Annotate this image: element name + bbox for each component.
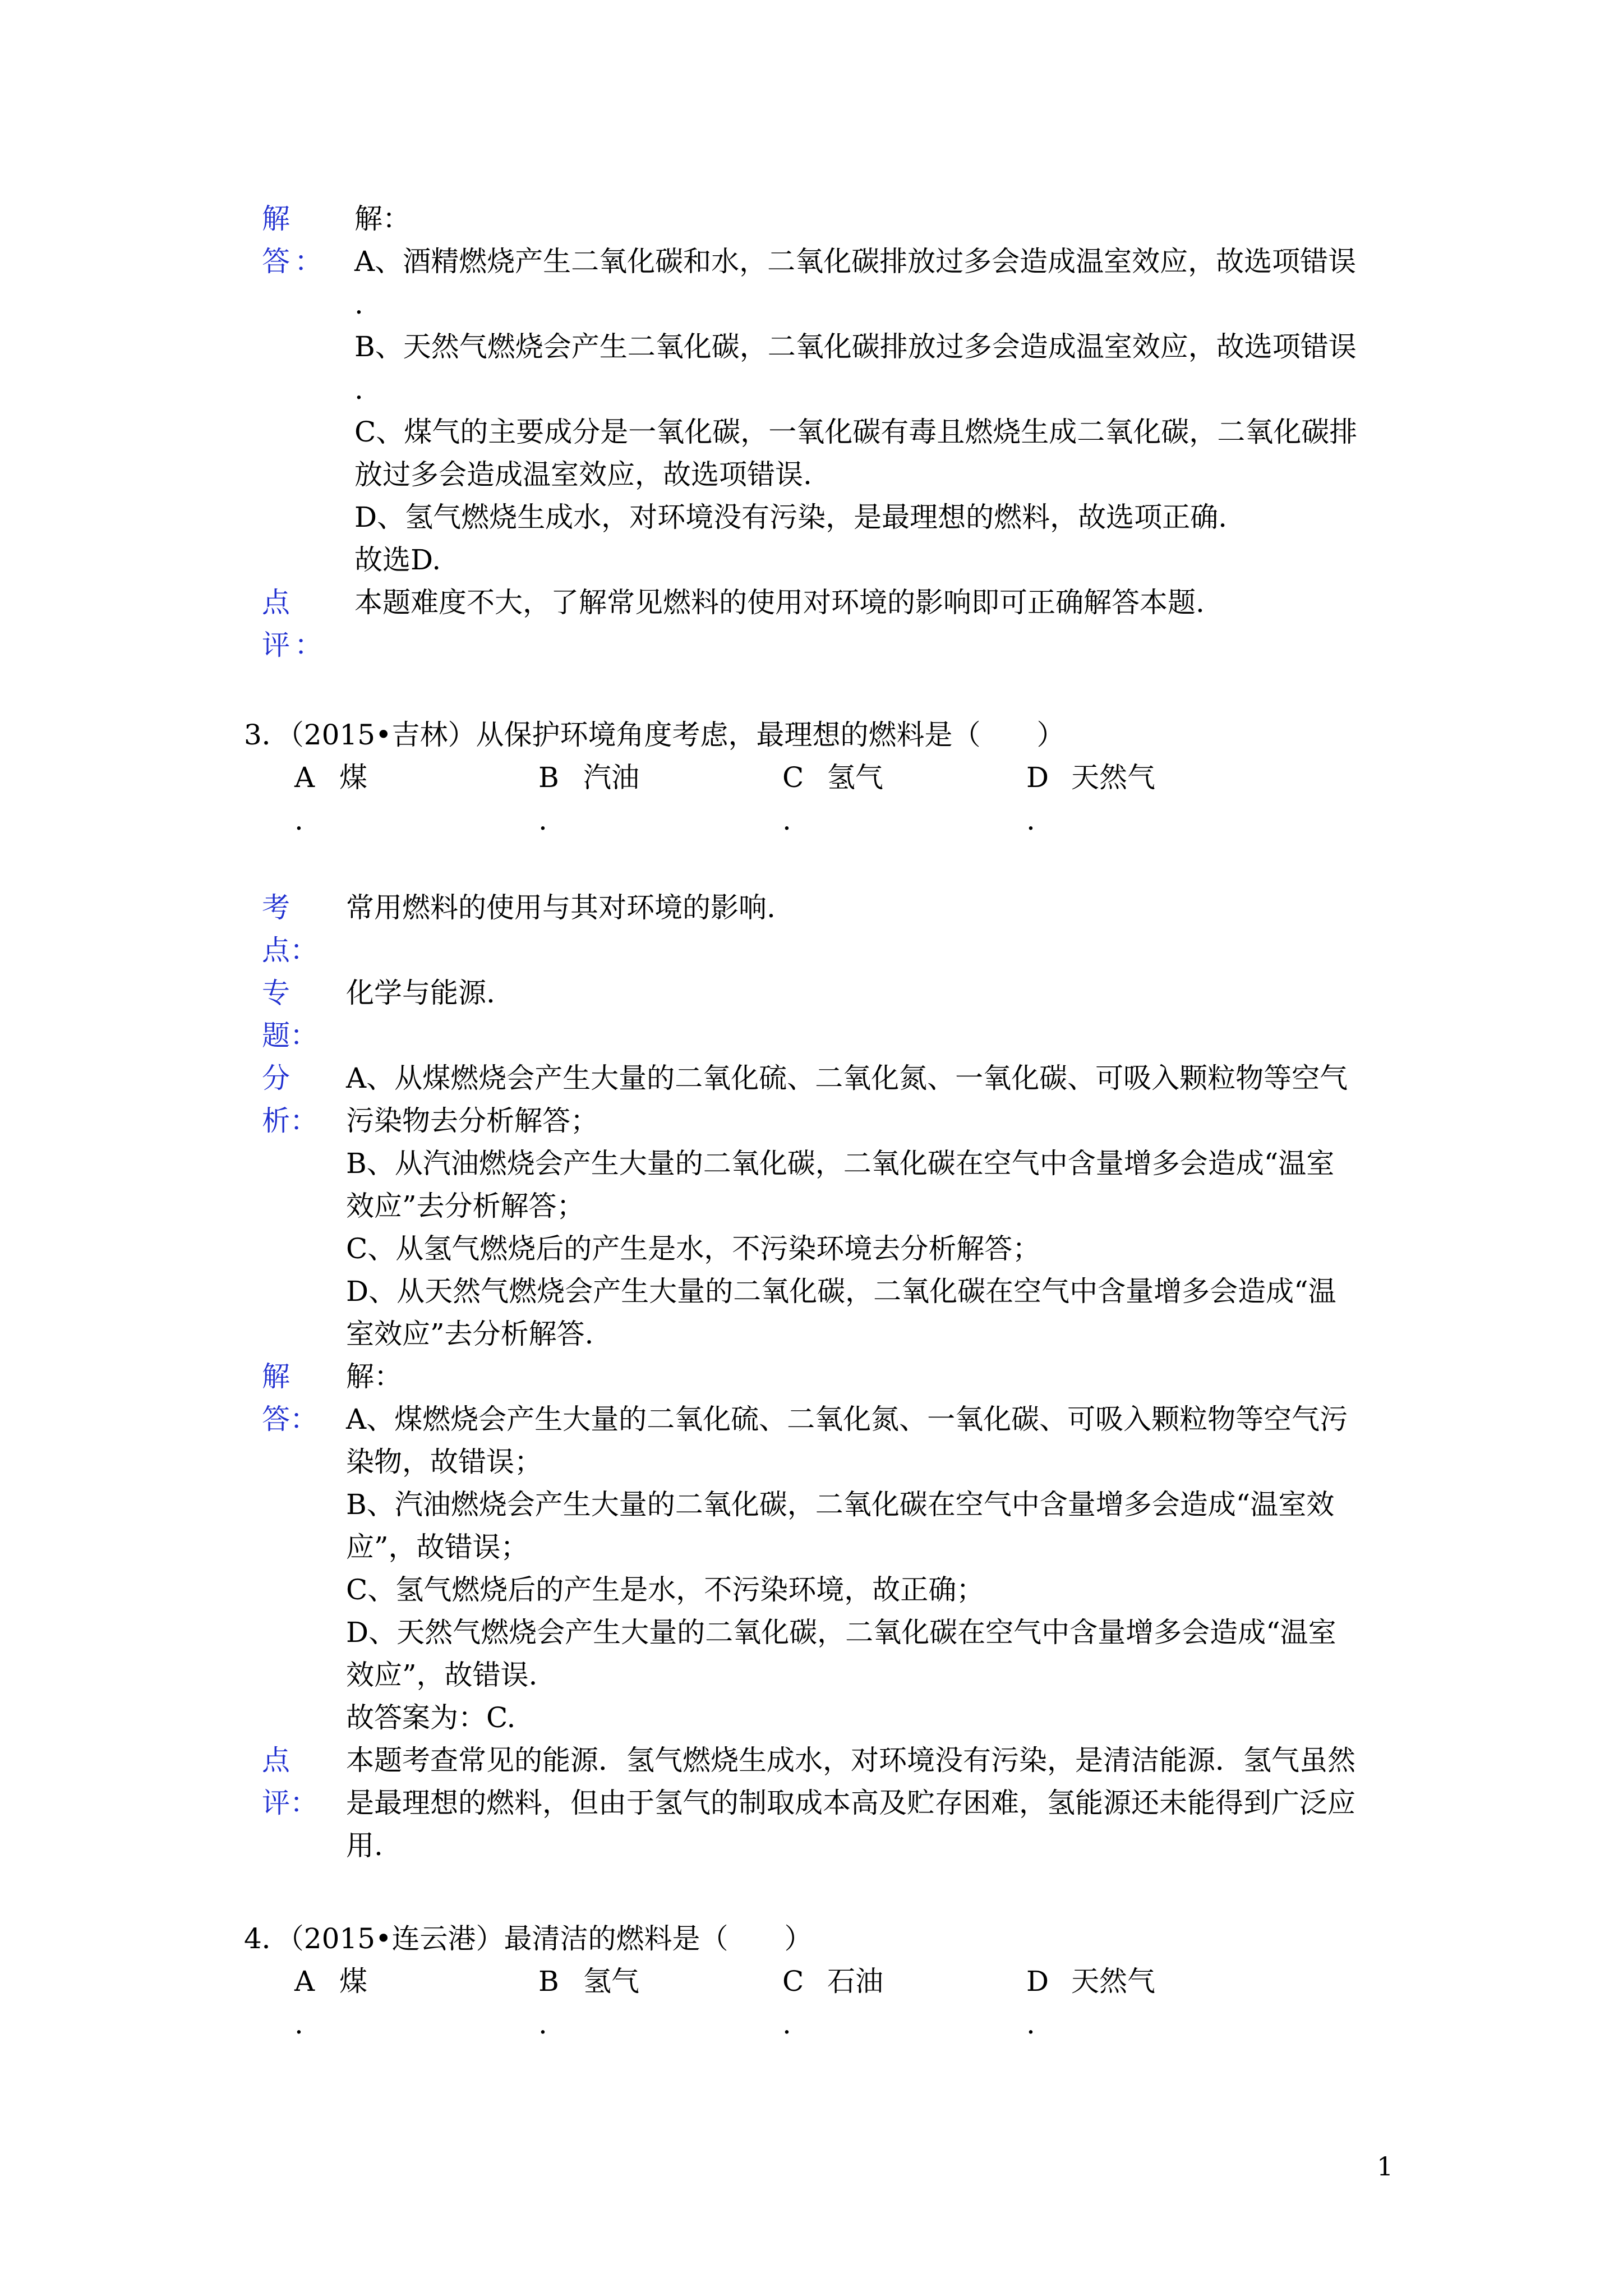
jieda-line: 解： <box>346 1360 402 1393</box>
fenxi-line: 效应”去分析解答； <box>346 1190 585 1222</box>
option-letter: B <box>538 1965 559 1998</box>
kaodian-content <box>346 886 1367 972</box>
answer-line: B、天然气燃烧会产生二氧化碳，二氧化碳排放过多会造成温室效应，故选项错误 <box>354 330 1357 363</box>
option-dot: . <box>294 2008 303 2040</box>
jieda-line: 染物，故错误； <box>346 1446 542 1478</box>
option-b <box>488 756 723 836</box>
option-c <box>732 756 967 836</box>
option-text: 石油 <box>827 1965 883 1998</box>
jieda-line: C、氢气燃烧后的产生是水，不污染环境，故正确； <box>346 1573 985 1606</box>
question-3 <box>244 714 1394 846</box>
jieda-line: 效应”，故错误. <box>346 1659 538 1691</box>
answer-line: 放过多会造成温室效应，故选项错误. <box>354 458 812 491</box>
q3-kaodian-section <box>262 886 1384 972</box>
q2-comment-section <box>262 581 1384 666</box>
comment-label: 点评： <box>262 586 327 661</box>
answer-label: 解答： <box>262 203 327 278</box>
option-a <box>244 1960 479 2040</box>
option-d <box>976 1960 1211 2040</box>
option-letter: B <box>538 761 559 794</box>
option-letter: D <box>1026 761 1049 794</box>
answer-line: . <box>354 288 363 320</box>
fenxi-line: 室效应”去分析解答. <box>346 1318 594 1350</box>
zhuanti-content <box>346 972 1367 1057</box>
q2-solution-block <box>262 197 1384 666</box>
jieda-line: 故答案为：C. <box>346 1701 516 1734</box>
answer-line: . <box>354 373 363 406</box>
option-dot: . <box>538 804 547 836</box>
dianping-content <box>346 1739 1367 1867</box>
option-dot: . <box>538 2008 547 2040</box>
zhuanti-line: 化学与能源. <box>346 977 495 1009</box>
option-dot: . <box>1026 804 1035 836</box>
comment-line: 本题难度不大，了解常见燃料的使用对环境的影响即可正确解答本题. <box>354 586 1205 619</box>
jieda-line: A、煤燃烧会产生大量的二氧化硫、二氧化氮、一氧化碳、可吸入颗粒物等空气污 <box>346 1403 1348 1435</box>
zhuanti-label: 专题： <box>262 977 318 1052</box>
q3-fenxi-section <box>262 1057 1384 1355</box>
option-letter: C <box>782 761 804 794</box>
fenxi-label: 分析： <box>262 1062 318 1137</box>
options-row <box>244 756 1394 846</box>
option-letter: D <box>1026 1965 1049 1998</box>
q3-solution-block <box>262 886 1384 1867</box>
option-c <box>732 1960 967 2040</box>
option-dot: . <box>782 804 791 836</box>
option-text: 氢气 <box>583 1965 639 1998</box>
option-text: 煤 <box>339 761 367 794</box>
kaodian-line: 常用燃料的使用与其对环境的影响. <box>346 891 776 924</box>
jieda-line: B、汽油燃烧会产生大量的二氧化碳，二氧化碳在空气中含量增多会造成“温室效 <box>346 1488 1335 1521</box>
q3-jieda-section <box>262 1355 1384 1739</box>
option-text: 煤 <box>339 1965 367 1998</box>
q2-answer-section <box>262 197 1384 581</box>
page-number: 1 <box>1377 2151 1394 2182</box>
answer-line: 解： <box>354 203 411 235</box>
jieda-line: 应”，故错误； <box>346 1531 529 1563</box>
jieda-content <box>346 1355 1367 1739</box>
dianping-line: 用. <box>346 1829 383 1862</box>
fenxi-line: C、从氢气燃烧后的产生是水，不污染环境去分析解答； <box>346 1232 1041 1265</box>
answer-content <box>354 197 1364 581</box>
option-d <box>976 756 1211 836</box>
fenxi-line: A、从煤燃烧会产生大量的二氧化硫、二氧化氮、一氧化碳、可吸入颗粒物等空气 <box>346 1062 1348 1094</box>
option-letter: A <box>294 1965 315 1998</box>
answer-line: 故选D. <box>354 544 441 576</box>
dianping-label: 点评： <box>262 1744 318 1819</box>
jieda-line: D、天然气燃烧会产生大量的二氧化碳，二氧化碳在空气中含量增多会造成“温室 <box>346 1616 1336 1649</box>
option-letter: C <box>782 1965 804 1998</box>
jieda-label: 解答： <box>262 1360 318 1435</box>
option-text: 天然气 <box>1071 1965 1155 1998</box>
fenxi-line: B、从汽油燃烧会产生大量的二氧化碳，二氧化碳在空气中含量增多会造成“温室 <box>346 1147 1335 1180</box>
question-4 <box>244 1917 1394 2050</box>
option-text: 天然气 <box>1071 761 1155 794</box>
option-b <box>488 1960 723 2040</box>
comment-content <box>354 581 1364 666</box>
q3-zhuanti-section <box>262 972 1384 1057</box>
option-a <box>244 756 479 836</box>
fenxi-line: 污染物去分析解答； <box>346 1105 598 1137</box>
options-row <box>244 1960 1394 2050</box>
answer-line: D、氢气燃烧生成水，对环境没有污染，是最理想的燃料，故选项正确. <box>354 501 1227 533</box>
answer-line: C、煤气的主要成分是一氧化碳，一氧化碳有毒且燃烧生成二氧化碳，二氧化碳排 <box>354 416 1358 448</box>
answer-line: A、酒精燃烧产生二氧化碳和水，二氧化碳排放过多会造成温室效应，故选项错误 <box>354 245 1357 278</box>
kaodian-label: 考点： <box>262 891 318 967</box>
option-text: 汽油 <box>583 761 639 794</box>
fenxi-line: D、从天然气燃烧会产生大量的二氧化碳，二氧化碳在空气中含量增多会造成“温 <box>346 1275 1336 1308</box>
option-text: 氢气 <box>827 761 883 794</box>
fenxi-content <box>346 1057 1367 1355</box>
option-letter: A <box>294 761 315 794</box>
q3-dianping-section <box>262 1739 1384 1867</box>
question-title: 4．（2015•连云港）最清洁的燃料是（ ） <box>244 1922 813 1955</box>
question-title: 3．（2015•吉林）从保护环境角度考虑，最理想的燃料是（ ） <box>244 719 1065 751</box>
dianping-line: 本题考查常见的能源．氢气燃烧生成水，对环境没有污染，是清洁能源．氢气虽然 <box>346 1744 1355 1777</box>
option-dot: . <box>1026 2008 1035 2040</box>
dianping-line: 是最理想的燃料，但由于氢气的制取成本高及贮存困难，氢能源还未能得到广泛应 <box>346 1787 1355 1819</box>
option-dot: . <box>294 804 303 836</box>
option-dot: . <box>782 2008 791 2040</box>
